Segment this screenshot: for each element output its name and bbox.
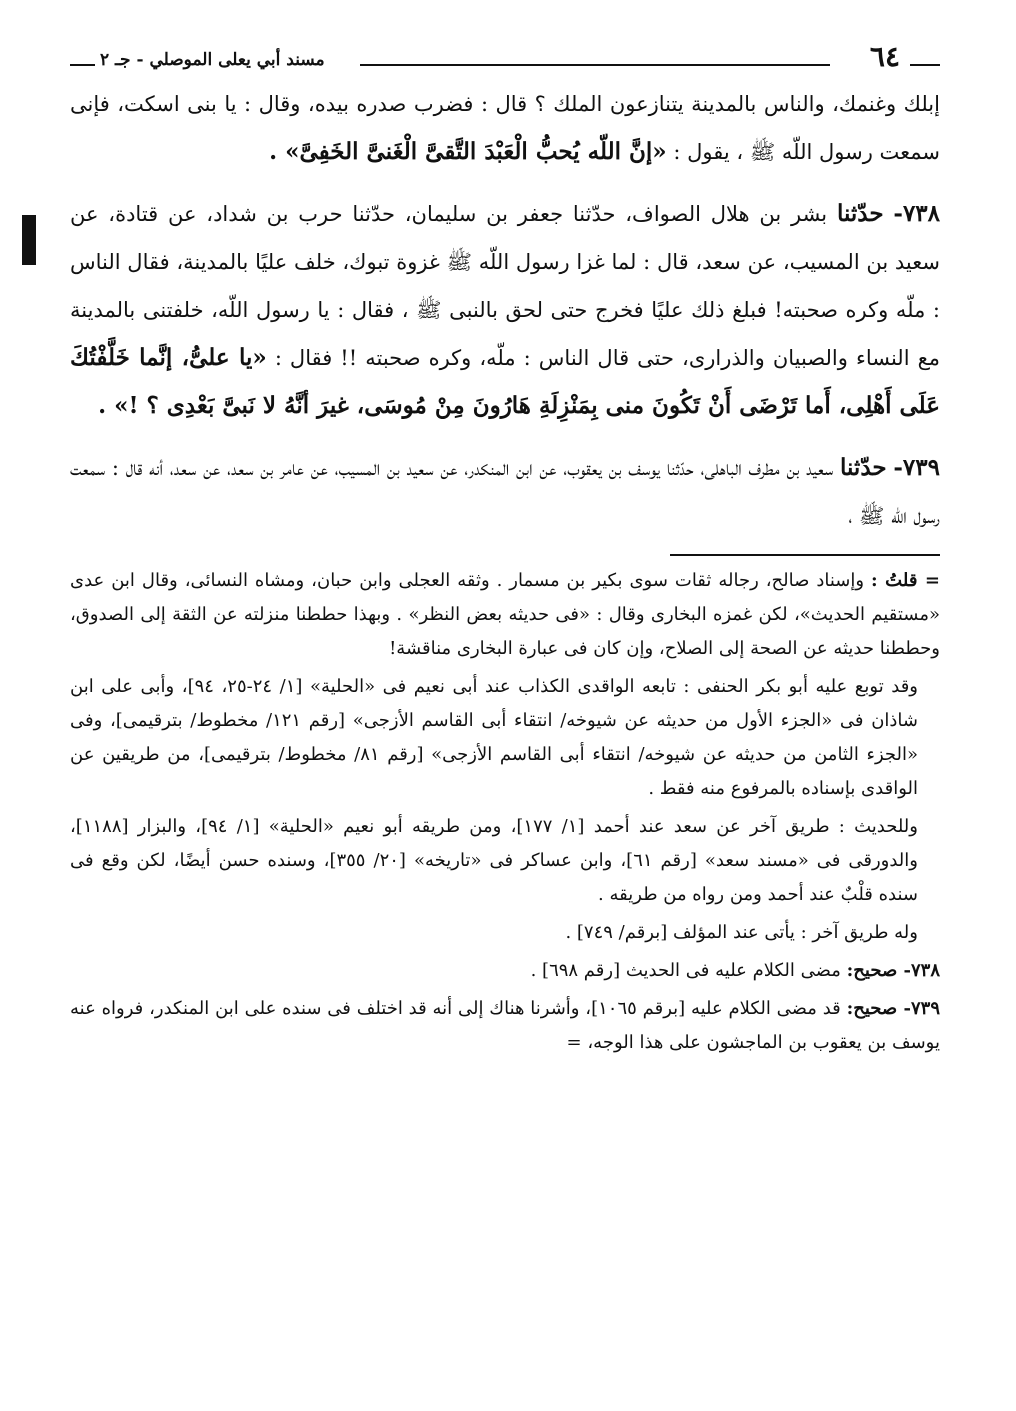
header-dash [910,64,940,66]
footnote-label: ٧٣٨- صحيح: [846,960,940,981]
hadith-quote: «إنَّ اللّه يُحبُّ الْعَبْدَ التَّقىَّ الْغَنىَّ الخَفِىَّ» . [269,138,667,165]
main-text [70,80,940,540]
footnote-text: وإسناد صالح، رجاله ثقات سوى بكير بن مسمار . وثقه العجلى وابن حبان، ومشاه النسائى، وقال ابن عدى «مستقيم الحديث»، لكن غمزه البخارى وقال : «فى حديثه بعض النظر» . وبهذا حططنا منزلته عن الثقة إلى الصدوق، وحططنا حديثه عن الصحة إلى الصلاح، وإن كان فى عبارة البخارى مناقشة! [70,570,940,659]
footnote-paragraph [70,916,940,950]
page [70,40,940,1064]
hadith-isnad-text: سعيد بن مطرف الباهلى، حدّثنا يوسف بن يعقوب، عن ابن المنكدر، عن سعيد بن المسيب، عن عامر بن سعد، عن سعد، أنه قال : سمعت رسول اللّه ﷺ ، [70,456,940,528]
running-title: مسند أبي يعلى الموصلي - جـ ٢ [100,50,325,70]
hadith-lead-word: حدّثنا [839,454,887,481]
paragraph-continuation [70,80,940,176]
footnote-paragraph [70,564,940,666]
page-edge-tab [22,215,36,265]
header-rule [360,64,830,66]
footnote-text: مضى الكلام عليه فى الحديث [رقم ٦٩٨] . [530,960,841,981]
footnote-label: ٧٣٩- صحيح: [846,998,941,1019]
footnote-separator [670,554,940,556]
footnote-text: قد مضى الكلام عليه [برقم ١٠٦٥]، وأشرنا هناك إلى أنه قد اختلف فى سنده على ابن المنكدر، فرواه عنه يوسف بن يعقوب بن الماجشون على هذا الوجه، [70,998,940,1053]
footnote-paragraph [70,670,940,806]
hadith-quote: «يا علىُّ، إنَّما خَلَّفْتُكَ عَلَى أَهْلِى، أَما تَرْضَى أَنْ تَكُونَ منى بِمَنْزِلَةِ هَارُونَ مِنْ مُوسَى، غيرَ أنَّهُ لا نَبىَّ بَعْدِى ؟ !» . [70,344,940,419]
footnote-paragraph [70,992,940,1060]
footnotes [70,564,940,1060]
hadith-lead-word: حدّثنا [836,200,884,227]
continued-mark: = [566,1032,582,1053]
footnote-paragraph [70,954,940,988]
page-number: ٦٤ [869,40,900,73]
hadith-isnad-text: بشر بن هلال الصواف، حدّثنا جعفر بن سليمان، حدّثنا حرب بن شداد، عن قتادة، عن سعيد بن المسيب، عن سعد، قال : لما غزا رسول اللّه ﷺ غزوة تبوك، خلف عليًا بالمدينة، فقال الناس : ملّه وكره صحبته! فبلغ ذلك عليًا فخرج حتى لحق بالنبى ﷺ ، فقال : يا رسول اللّه، خلفتنى بالمدينة مع النساء والصبيان والذرارى، حتى قال الناس : ملّه، وكره صحبته !! فقال : [70,202,941,370]
paragraph-text: إبلك وغنمك، والناس بالمدينة يتنازعون الملك ؟ قال : فضرب صدره بيده، وقال : يا بنى اسكت، فإنى سمعت رسول اللّه ﷺ ، يقول : [70,92,940,164]
running-header [70,40,940,80]
header-dash-left [70,64,95,66]
footnote-text: وله طريق آخر : يأتى عند المؤلف [برقم/ ٧٤٩] . [565,922,918,943]
hadith-number: ٧٣٨- [893,200,940,227]
footnote-label: = قلتُ : [871,570,940,591]
footnote-paragraph [70,810,940,912]
hadith-738 [70,190,940,430]
footnote-text: وللحديث : طريق آخر عن سعد عند أحمد [١/ ١٧٧]، ومن طريقه أبو نعيم «الحلية» [١/ ٩٤]، والبزار [١١٨٨]، والدورقى فى «مسند سعد» [رقم ٦١]، وابن عساكر فى «تاريخه» [٢٠/ ٣٥٥]، وسنده حسن أيضًا، لكن وقع فى سنده قلْبٌ عند أحمد ومن رواه من طريقه . [70,816,918,905]
hadith-739 [70,444,940,540]
footnote-text: وقد توبع عليه أبو بكر الحنفى : تابعه الواقدى الكذاب عند أبى نعيم فى «الحلية» [١/ ٢٤-٢٥، ٩٤]، وأبى على ابن شاذان فى «الجزء الأول من حديثه عن شيوخه/ انتقاء أبى القاسم الأزجى» [رقم ١٢١/ مخطوط/ بترقيمى]، وفى «الجزء الثامن من حديثه عن شيوخه/ انتقاء أبى القاسم الأزجى» [رقم ٨١/ مخطوط/ بترقيمى]، من طريقين عن الواقدى بإسناده بالمرفوع منه فقط . [70,676,919,799]
hadith-number: ٧٣٩- [893,454,940,481]
